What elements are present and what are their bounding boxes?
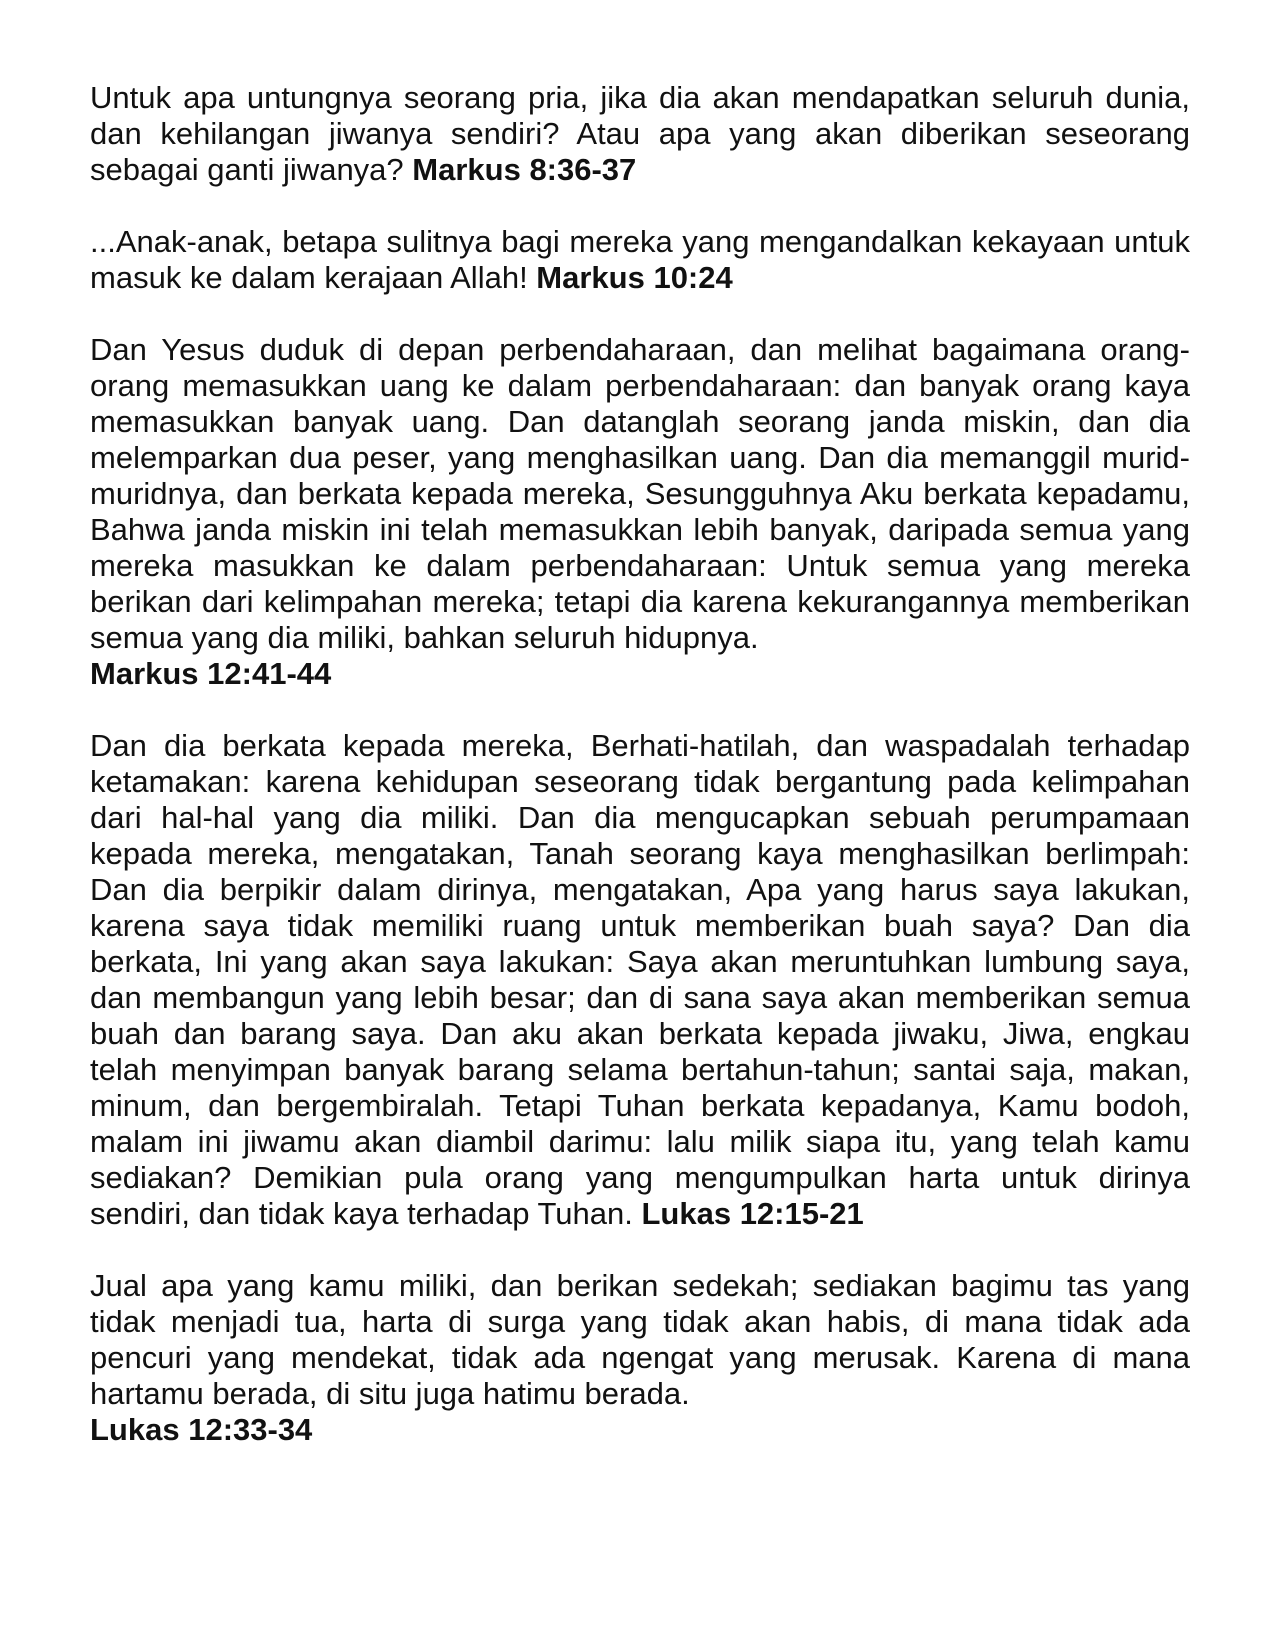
- passage-markus-8: [90, 80, 1190, 188]
- passage-text: Untuk apa untungnya seorang pria, jika dia akan mendapatkan seluruh dunia, dan kehilangan jiwanya sendiri? Atau apa yang akan diberikan seseorang sebagai ganti jiwanya?: [90, 80, 1190, 187]
- passage-reference: Markus 12:41-44: [90, 656, 332, 691]
- passage-markus-12: [90, 332, 1190, 692]
- passage-reference: Markus 8:36-37: [412, 152, 637, 187]
- passage-text: ...Anak-anak, betapa sulitnya bagi mereka yang mengandalkan kekayaan untuk masuk ke dalam kerajaan Allah!: [90, 224, 1190, 295]
- passage-reference: Lukas 12:15-21: [641, 1196, 864, 1231]
- passage-text: Dan dia berkata kepada mereka, Berhati-hatilah, dan waspadalah terhadap ketamakan: karena kehidupan seseorang tidak bergantung pada kelimpahan dari hal-hal yang dia miliki. Dan dia mengucapkan sebuah perumpamaan kepada mereka, mengatakan, Tanah seorang kaya menghasilkan berlimpah: Dan dia berpikir dalam dirinya, mengatakan, Apa yang harus saya lakukan, karena saya tidak memiliki ruang untuk memberikan buah saya? Dan dia berkata, Ini yang akan saya lakukan: Saya akan meruntuhkan lumbung saya, dan membangun yang lebih besar; dan di sana saya akan memberikan semua buah dan barang saya. Dan aku akan berkata kepada jiwaku, Jiwa, engkau telah menyimpan banyak barang selama bertahun-tahun; santai saja, makan, minum, dan bergembiralah. Tetapi Tuhan berkata kepadanya, Kamu bodoh, malam ini jiwamu akan diambil darimu: lalu milik siapa itu, yang telah kamu sediakan? Demikian pula orang yang mengumpulkan harta untuk dirinya sendiri, dan tidak kaya terhadap Tuhan.: [90, 728, 1190, 1231]
- passage-lukas-12-15: [90, 728, 1190, 1232]
- passage-text: Dan Yesus duduk di depan perbendaharaan, dan melihat bagaimana orang-orang memasukkan uang ke dalam perbendaharaan: dan banyak orang kaya memasukkan banyak uang. Dan datanglah seorang janda miskin, dan dia melemparkan dua peser, yang menghasilkan uang. Dan dia memanggil murid-muridnya, dan berkata kepada mereka, Sesungguhnya Aku berkata kepadamu, Bahwa janda miskin ini telah memasukkan lebih banyak, daripada semua yang mereka masukkan ke dalam perbendaharaan: Untuk semua yang mereka berikan dari kelimpahan mereka; tetapi dia karena kekurangannya memberikan semua yang dia miliki, bahkan seluruh hidupnya.: [90, 332, 1190, 655]
- passage-markus-10: [90, 224, 1190, 296]
- passage-lukas-12-33: [90, 1268, 1190, 1448]
- passage-text: Jual apa yang kamu miliki, dan berikan sedekah; sediakan bagimu tas yang tidak menjadi tua, harta di surga yang tidak akan habis, di mana tidak ada pencuri yang mendekat, tidak ada ngengat yang merusak. Karena di mana hartamu berada, di situ juga hatimu berada.: [90, 1268, 1190, 1411]
- passage-reference: Markus 10:24: [536, 260, 733, 295]
- document-page: [90, 80, 1190, 1484]
- passage-reference: Lukas 12:33-34: [90, 1412, 313, 1447]
